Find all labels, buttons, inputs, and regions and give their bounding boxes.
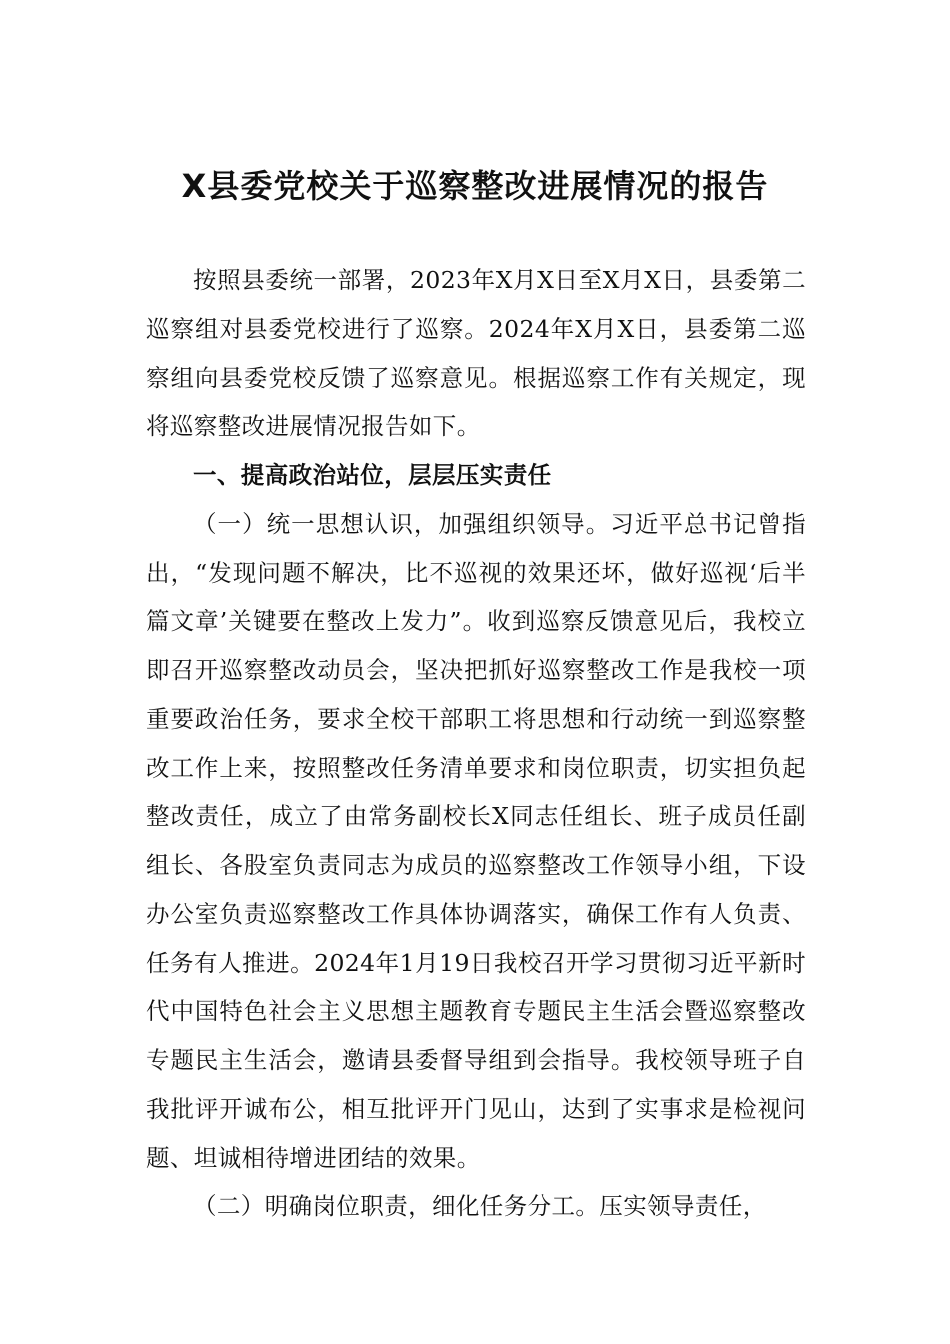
document-body bbox=[146, 256, 806, 1231]
subsection-paragraph-2: （二）明确岗位职责，细化任务分工。压实领导责任， bbox=[193, 1192, 767, 1221]
subsection-paragraph-1: （一）统一思想认识，加强组织领导。习近平总书记曾指出，“发现问题不解决，比不巡视的效果还坏，做好巡视‘后半篇文章’关键要在整改上发力”。收到巡察反馈意见后，我校立即召开巡察整改动员会，坚决把抓好巡察整改工作是我校一项重要政治任务，要求全校干部职工将思想和行动统一到巡察整改工作上来，按照整改任务清单要求和岗位职责，切实担负起整改责任，成立了由常务副校长X同志任组长、班子成员任副组长、各股室负责同志为成员的巡察整改工作领导小组，下设办公室负责巡察整改工作具体协调落实，确保工作有人负责、任务有人推进。2024年1月19日我校召开学习贯彻习近平新时代中国特色社会主义思想主题教育专题民主生活会暨巡察整改专题民主生活会，邀请县委督导组到会指导。我校领导班子自我批评开诚布公，相互批评开门见山，达到了实事求是检视问题、坦诚相待增进团结的效果。 bbox=[146, 509, 806, 1172]
document-title: X县委党校关于巡察整改进展情况的报告 bbox=[181, 167, 769, 205]
section-heading: 一、提高政治站位，层层压实责任 bbox=[193, 461, 552, 489]
intro-paragraph: 按照县委统一部署，2023年X月X日至X月X日，县委第二巡察组对县委党校进行了巡察。2024年X月X日，县委第二巡察组向县委党校反馈了巡察意见。根据巡察工作有关规定，现将巡察整改进展情况报告如下。 bbox=[146, 266, 806, 441]
